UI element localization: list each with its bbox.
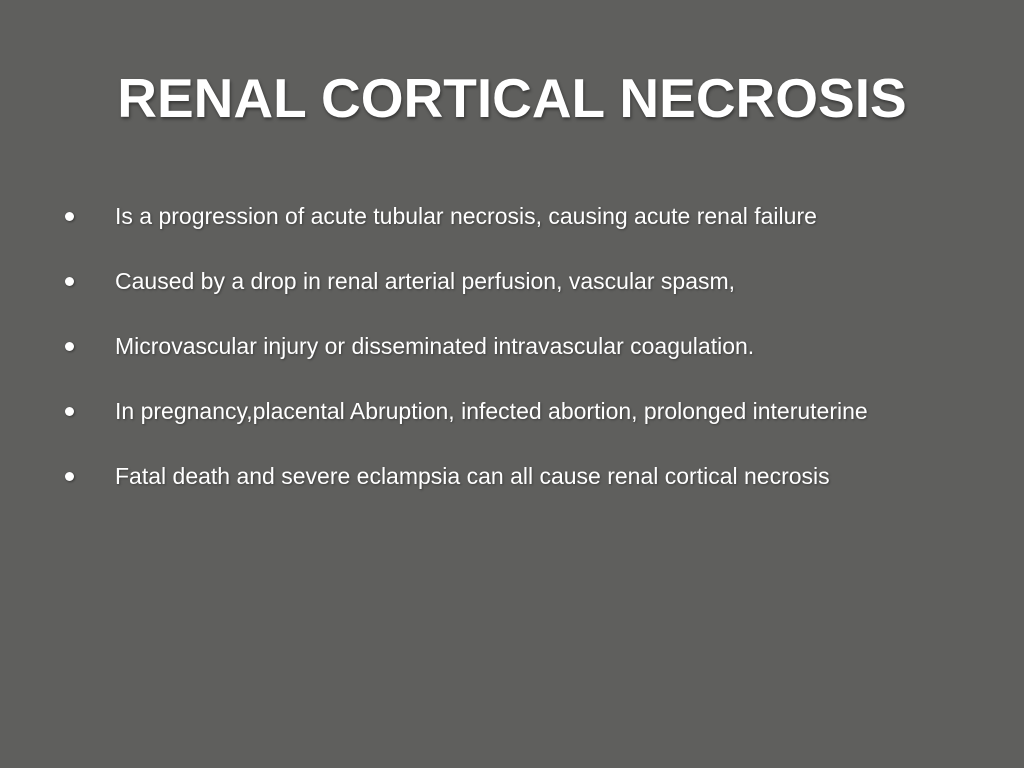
- bullet-list: [0, 198, 1024, 523]
- bullet-dot-icon: [65, 407, 74, 416]
- bullet-dot-icon: [65, 212, 74, 221]
- list-item: [0, 458, 1024, 523]
- list-item: [0, 263, 1024, 328]
- slide-title: RENAL CORTICAL NECROSIS: [117, 67, 907, 129]
- list-item: [0, 393, 1024, 458]
- bullet-dot-icon: [65, 342, 74, 351]
- bullet-text: Is a progression of acute tubular necrosis, causing acute renal failure: [115, 203, 817, 229]
- bullet-text: Microvascular injury or disseminated intravascular coagulation.: [115, 333, 755, 359]
- bullet-text: In pregnancy,placental Abruption, infected abortion, prolonged interuterine: [115, 398, 868, 424]
- bullet-text: Caused by a drop in renal arterial perfusion, vascular spasm,: [115, 268, 736, 294]
- bullet-dot-icon: [65, 472, 74, 481]
- list-item: [0, 328, 1024, 393]
- bullet-dot-icon: [65, 277, 74, 286]
- list-item: [0, 198, 1024, 263]
- bullet-text: Fatal death and severe eclampsia can all cause renal cortical necrosis: [115, 463, 830, 489]
